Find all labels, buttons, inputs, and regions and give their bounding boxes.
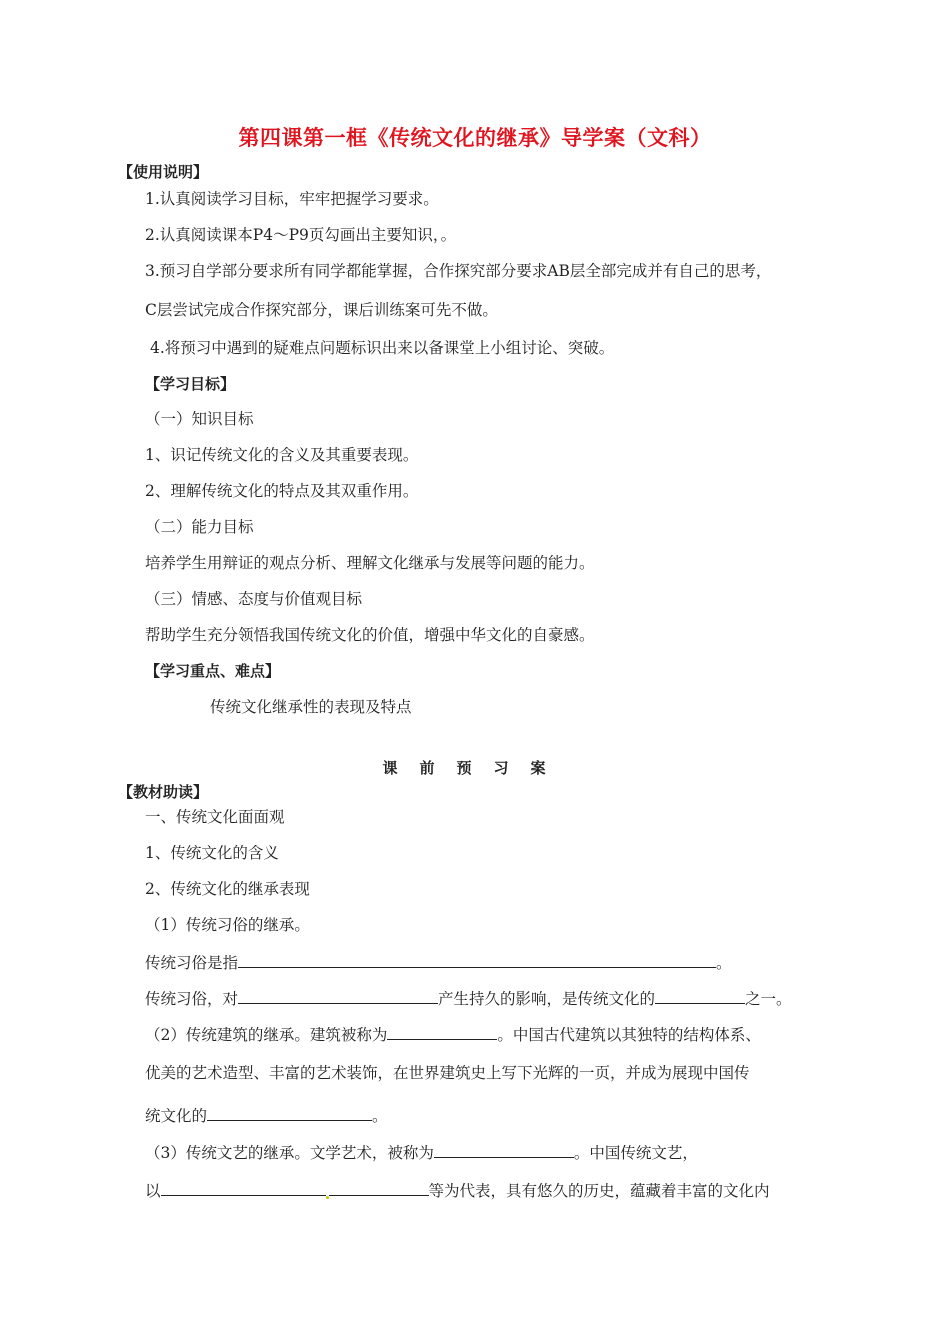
fill-blank[interactable]	[387, 1023, 497, 1040]
emotion-goal-text: 帮助学生充分领悟我国传统文化的价值，增强中华文化的自豪感。	[145, 626, 595, 644]
preview-section-title: 课前预习案	[382, 759, 568, 777]
fill-blank[interactable]	[238, 987, 438, 1004]
dot-mark	[326, 1196, 329, 1199]
preview-subheading: 1、传统文化的含义	[145, 844, 279, 862]
goals-heading: 【学习目标】	[145, 375, 236, 393]
art-prefix: （3）传统文艺的继承。文学艺术，被称为	[145, 1144, 434, 1162]
art-line-2-suffix: 等为代表，具有悠久的历史，蕴藏着丰富的文化内	[428, 1182, 770, 1200]
fill-blank[interactable]	[161, 1179, 326, 1196]
ability-goal-text: 培养学生用辩证的观点分析、理解文化继承与发展等问题的能力。	[145, 554, 595, 572]
usage-item: 2.认真阅读课本P4～P9页勾画出主要知识，。	[145, 226, 457, 244]
architecture-line-2: 优美的艺术造型、丰富的艺术装饰，在世界建筑史上写下光辉的一页，并成为展现中国传	[145, 1064, 750, 1082]
fill-blank[interactable]	[329, 1179, 429, 1196]
textbook-guide-heading: 【教材助读】	[118, 783, 209, 801]
art-suffix: 。中国传统文艺，	[573, 1144, 698, 1162]
fill-blank[interactable]	[434, 1141, 574, 1158]
custom-definition-suffix: 。	[716, 954, 732, 972]
usage-item: 3.预习自学部分要求所有同学都能掌握，合作探究部分要求AB层全部完成并有自己的思考，	[145, 262, 772, 280]
usage-item: 4.将预习中遇到的疑难点问题标识出来以备课堂上小组讨论、突破。	[150, 339, 615, 357]
art-line-2-prefix: 以	[145, 1182, 161, 1200]
custom-effect-prefix: 传统习俗，对	[145, 990, 239, 1008]
usage-heading: 【使用说明】	[118, 163, 209, 181]
architecture-suffix: 。中国古代建筑以其独特的结构体系、	[497, 1026, 761, 1044]
custom-effect-suffix: 之一。	[745, 990, 792, 1008]
knowledge-goal-heading: （一）知识目标	[145, 410, 254, 428]
document-title: 第四课第一框《传统文化的继承》导学案（文科）	[238, 126, 712, 150]
custom-definition-prefix: 传统习俗是指	[145, 954, 239, 972]
keypoints-heading: 【学习重点、难点】	[145, 662, 281, 680]
knowledge-goal-item: 2、理解传统文化的特点及其双重作用。	[145, 482, 419, 500]
architecture-line-3-suffix: 。	[372, 1107, 388, 1125]
architecture-line-3	[145, 1104, 388, 1126]
emotion-goal-heading: （三）情感、态度与价值观目标	[145, 590, 363, 608]
preview-subheading: 一、传统文化面面观	[145, 808, 285, 826]
architecture-prefix: （2）传统建筑的继承。建筑被称为	[145, 1026, 388, 1044]
fill-blank[interactable]	[238, 951, 716, 968]
custom-definition-line	[145, 951, 732, 973]
custom-effect-middle: 产生持久的影响，是传统文化的	[438, 990, 656, 1008]
usage-item: C层尝试完成合作探究部分，课后训练案可先不做。	[145, 301, 498, 319]
keypoints-text: 传统文化继承性的表现及特点	[210, 698, 412, 716]
knowledge-goal-item: 1、识记传统文化的含义及其重要表现。	[145, 446, 419, 464]
fill-blank[interactable]	[207, 1104, 372, 1121]
fill-blank[interactable]	[655, 987, 745, 1004]
art-line	[145, 1141, 698, 1163]
architecture-line-3-prefix: 统文化的	[145, 1107, 208, 1125]
architecture-line	[145, 1023, 761, 1045]
preview-subheading: （1）传统习俗的继承。	[145, 916, 310, 934]
preview-subheading: 2、传统文化的继承表现	[145, 880, 310, 898]
custom-effect-line	[145, 987, 792, 1009]
ability-goal-heading: （二）能力目标	[145, 518, 254, 536]
usage-item: 1.认真阅读学习目标，牢牢把握学习要求。	[145, 190, 439, 208]
art-line-2	[145, 1179, 770, 1201]
